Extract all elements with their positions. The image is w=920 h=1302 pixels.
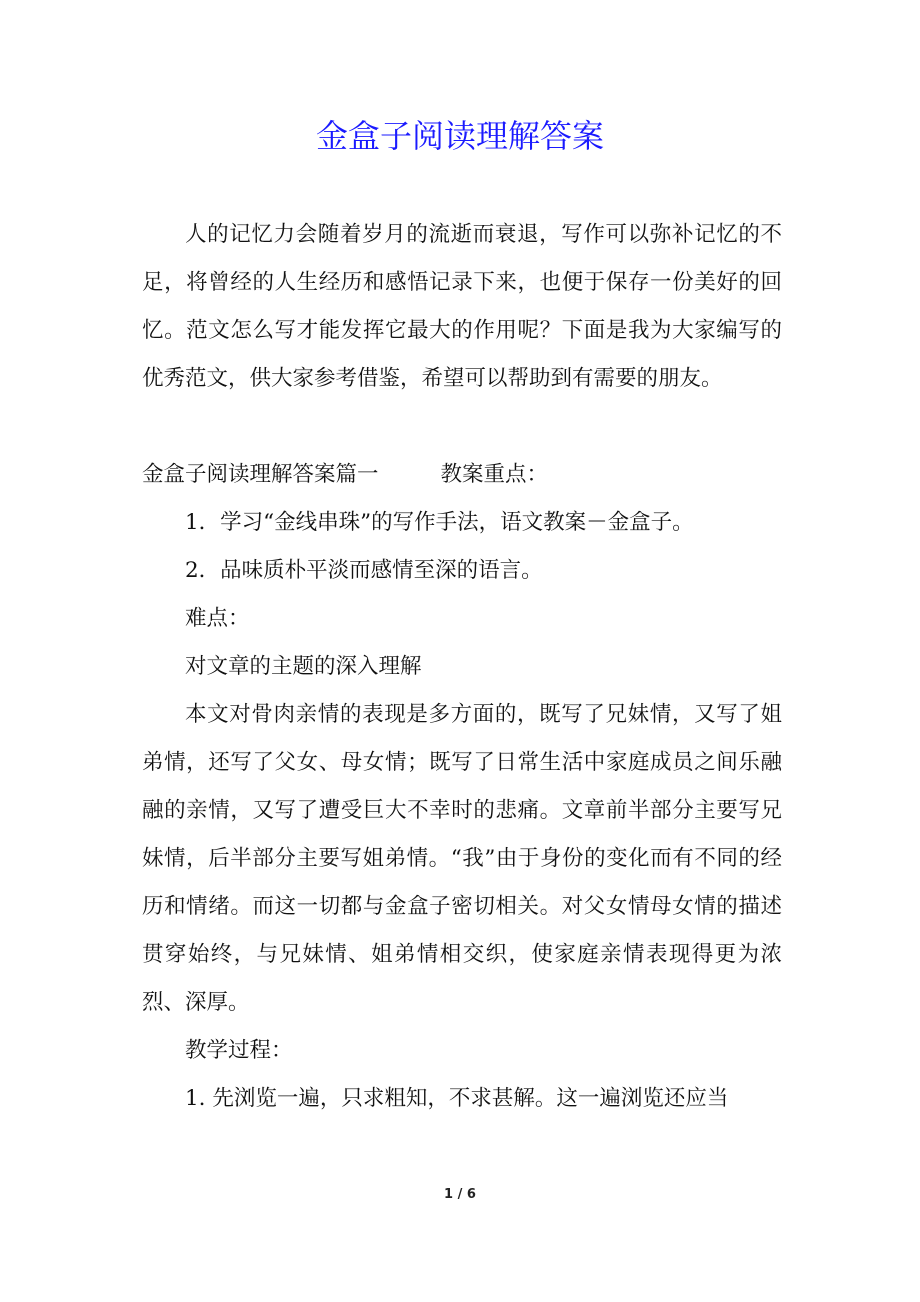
document-body	[142, 211, 782, 1123]
section-label: 教案重点：	[440, 462, 549, 487]
key-point-1: 1．学习“金线串珠”的写作手法，语文教案－金盒子。	[185, 510, 694, 535]
intro-paragraph: 人的记忆力会随着岁月的流逝而衰退，写作可以弥补记忆的不足，将曾经的人生经历和感悟记录下来，也便于保存一份美好的回忆。范文怎么写才能发挥它最大的作用呢？下面是我为大家编写的优秀范文，供大家参考借鉴，希望可以帮助到有需要的朋友。	[142, 222, 782, 391]
key-point-2: 2．品味质朴平淡而感情至深的语言。	[185, 558, 543, 583]
process-label: 教学过程：	[185, 1038, 293, 1063]
paragraph-gap	[142, 403, 782, 451]
process-step-1: 1. 先浏览一遍，只求粗知，不求甚解。这一遍浏览还应当	[185, 1086, 729, 1111]
analysis-paragraph: 本文对骨肉亲情的表现是多方面的，既写了兄妹情，又写了姐弟情，还写了父女、母女情；既写了日常生活中家庭成员之间乐融融的亲情，又写了遭受巨大不幸时的悲痛。文章前半部分主要写兄妹情，后半部分主要写姐弟情。“我”由于身份的变化而有不同的经历和情绪。而这一切都与金盒子密切相关。对父女情母女情的描述贯穿始终，与兄妹情、姐弟情相交织，使家庭亲情表现得更为浓烈、深厚。	[142, 702, 782, 1015]
document-title: 金盒子阅读理解答案	[315, 117, 604, 155]
difficulty-label: 难点：	[185, 606, 250, 631]
page-indicator: 1 / 6	[444, 1187, 476, 1202]
difficulty-text: 对文章的主题的深入理解	[185, 654, 422, 679]
section-title: 金盒子阅读理解答案篇一	[142, 462, 379, 487]
section-heading-line	[142, 451, 782, 499]
